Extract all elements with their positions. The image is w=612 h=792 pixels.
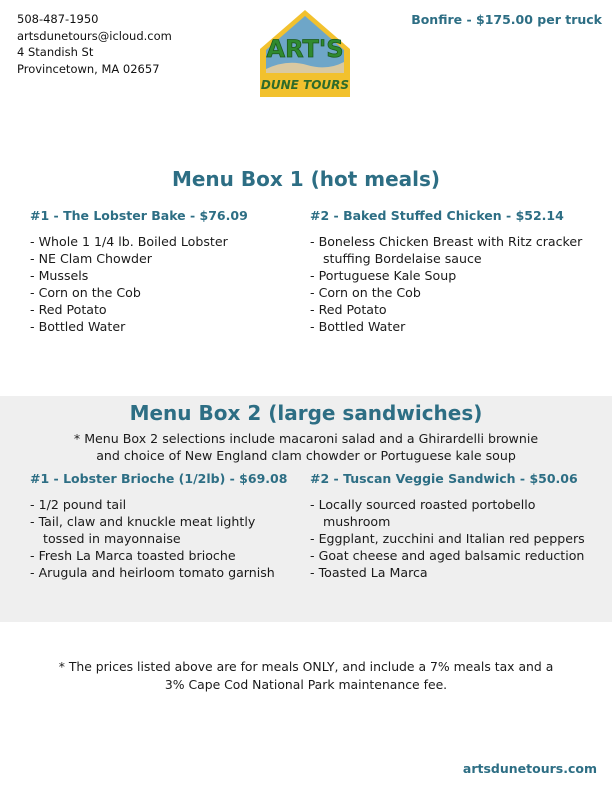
- pricing-footnote-line: * The prices listed above are for meals ONLY, and include a 7% meals tax and a: [58, 659, 554, 674]
- list-item: - Tail, claw and knuckle meat lightly tossed in mayonnaise: [30, 513, 300, 547]
- veggie-sandwich-items: [310, 496, 600, 581]
- list-item: - Toasted La Marca: [310, 564, 600, 581]
- veggie-sandwich-title: #2 - Tuscan Veggie Sandwich - $50.06: [310, 471, 578, 486]
- list-item: - 1/2 pound tail: [30, 496, 300, 513]
- logo-title: ART'S: [266, 35, 344, 63]
- lobster-bake-title: #1 - The Lobster Bake - $76.09: [30, 208, 248, 223]
- list-item: - Whole 1 1/4 lb. Boiled Lobster: [30, 233, 320, 250]
- list-item: - Goat cheese and aged balsamic reduction: [310, 547, 600, 564]
- list-item: - Corn on the Cob: [30, 284, 320, 301]
- bonfire-price: Bonfire - $175.00 per truck: [411, 12, 602, 27]
- list-item: - Fresh La Marca toasted brioche: [30, 547, 300, 564]
- logo-subtitle: DUNE TOURS: [260, 78, 350, 92]
- lobster-brioche-items: [30, 496, 300, 581]
- menu-box-1-title: Menu Box 1 (hot meals): [171, 167, 441, 191]
- menu-box-2-title: Menu Box 2 (large sandwiches): [129, 401, 483, 425]
- list-item: - Eggplant, zucchini and Italian red peppers: [310, 530, 600, 547]
- lobster-brioche-title: #1 - Lobster Brioche (1/2lb) - $69.08: [30, 471, 288, 486]
- arts-dune-tours-logo: [257, 7, 353, 99]
- list-item: - Bottled Water: [30, 318, 320, 335]
- list-item: - Corn on the Cob: [310, 284, 600, 301]
- lobster-bake-column: [30, 208, 320, 335]
- list-item: - Portuguese Kale Soup: [310, 267, 600, 284]
- website-link[interactable]: artsdunetours.com: [462, 761, 597, 776]
- city-address: Provincetown, MA 02657: [17, 61, 160, 76]
- menu-box-2-note-line: and choice of New England clam chowder or Portuguese kale soup: [96, 448, 516, 463]
- stuffed-chicken-title: #2 - Baked Stuffed Chicken - $52.14: [310, 208, 564, 223]
- email-address: artsdunetours@icloud.com: [17, 28, 172, 43]
- veggie-sandwich-column: [310, 471, 600, 581]
- street-address: 4 Standish St: [17, 45, 94, 59]
- stuffed-chicken-items: [310, 233, 600, 335]
- list-item: - NE Clam Chowder: [30, 250, 320, 267]
- menu-box-2-note-line: * Menu Box 2 selections include macaroni salad and a Ghirardelli brownie: [73, 431, 539, 446]
- list-item: - Arugula and heirloom tomato garnish: [30, 564, 300, 581]
- menu-box-2-note: [0, 430, 612, 464]
- stuffed-chicken-column: [310, 208, 600, 335]
- list-item: - Red Potato: [30, 301, 320, 318]
- lobster-bake-items: [30, 233, 320, 335]
- contact-info: [17, 11, 172, 77]
- list-item: - Bottled Water: [310, 318, 600, 335]
- list-item: - Mussels: [30, 267, 320, 284]
- pricing-footnote-line: 3% Cape Cod National Park maintenance fee.: [164, 677, 448, 692]
- list-item: - Red Potato: [310, 301, 600, 318]
- lobster-brioche-column: [30, 471, 300, 581]
- phone-number: 508-487-1950: [17, 12, 99, 26]
- pricing-footnote: [20, 658, 592, 694]
- list-item: - Boneless Chicken Breast with Ritz cracker stuffing Bordelaise sauce: [310, 233, 600, 267]
- list-item: - Locally sourced roasted portobello mushroom: [310, 496, 600, 530]
